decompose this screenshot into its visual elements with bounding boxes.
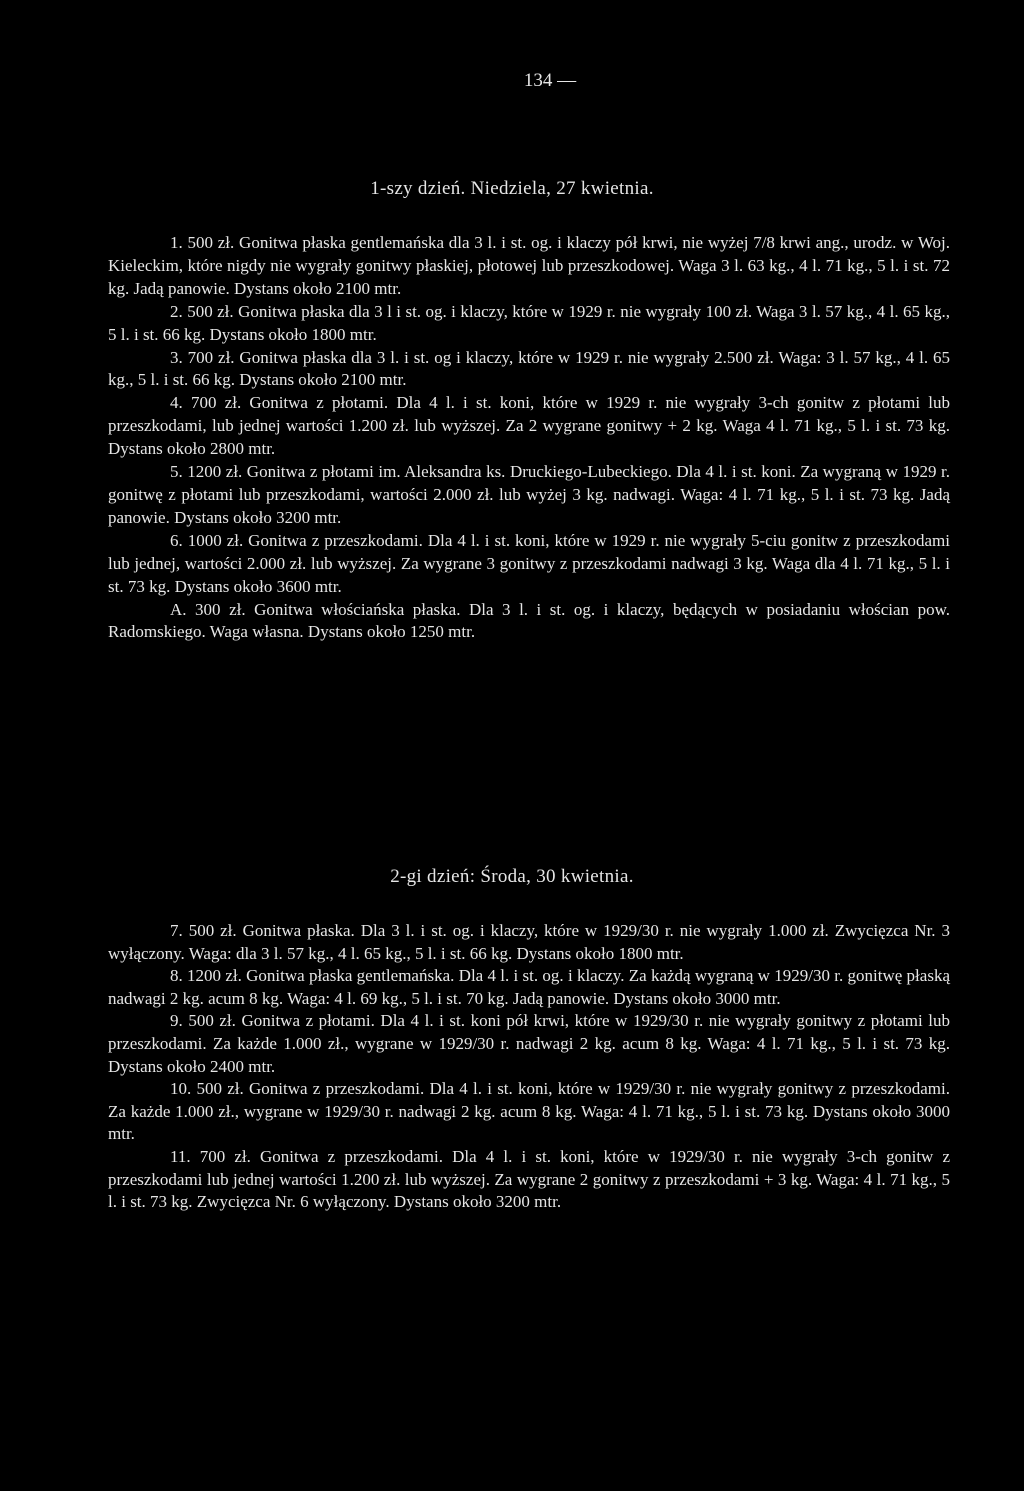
race-entry-5: 5. 1200 zł. Gonitwa z płotami im. Aleksandra ks. Druckiego-Lubeckiego. Dla 4 l. i st. koni. Za wygraną w 1929 r. gonitwę z płotami lub przeszkodami, wartości 2.000 zł. lub wyżej 3 kg. nadwagi. Waga: 4 l. 71 kg., 5 l. i st. 73 kg. Jadą panowie. Dystans około 3200 mtr.: [108, 462, 950, 527]
day-heading-2: 2-gi dzień: Środa, 30 kwietnia.: [390, 866, 634, 887]
day-heading-1: 1-szy dzień. Niedziela, 27 kwietnia.: [370, 178, 654, 199]
race-entry-a: A. 300 zł. Gonitwa włościańska płaska. Dla 3 l. i st. og. i klaczy, będących w posiadaniu włościan pow. Radomskiego. Waga własna. Dystans około 1250 mtr.: [108, 599, 950, 642]
race-entry-8: 8. 1200 zł. Gonitwa płaska gentlemańska. Dla 4 l. i st. og. i klaczy. Za każdą wygraną w 1929/30 r. gonitwę płaską nadwagi 2 kg. acum 8 kg. Waga: 4 l. 69 kg., 5 l. i st. 70 kg. Jadą panowie. Dystans około 3000 mtr.: [108, 966, 950, 1008]
race-list-day-1: [108, 232, 950, 644]
race-entry-1: 1. 500 zł. Gonitwa płaska gentlemańska dla 3 l. i st. og. i klaczy pół krwi, nie wyżej 7/8 krwi ang., urodz. w Woj. Kieleckim, które nigdy nie wygrały gonitwy płaskiej, płotowej lub przeszkodowej. Waga 3 l. 63 kg., 4 l. 71 kg., 5 l. i st. 72 kg. Jadą panowie. Dystans około 2100 mtr.: [108, 233, 950, 298]
race-entry-3: 3. 700 zł. Gonitwa płaska dla 3 l. i st. og i klaczy, które w 1929 r. nie wygrały 2.500 zł. Waga: 3 l. 57 kg., 4 l. 65 kg., 5 l. i st. 66 kg. Dystans około 2100 mtr.: [108, 347, 950, 390]
race-entry-9: 9. 500 zł. Gonitwa z płotami. Dla 4 l. i st. koni pół krwi, które w 1929/30 r. nie wygrały gonitwy z płotami lub przeszkodami. Za każde 1.000 zł., wygrane w 1929/30 r. nadwagi 2 kg. acum 8 kg. Waga: 4 l. 71 kg., 5 l. i st. 73 kg. Dystans około 2400 mtr.: [108, 1011, 950, 1076]
race-entry-4: 4. 700 zł. Gonitwa z płotami. Dla 4 l. i st. koni, które w 1929 r. nie wygrały 3-ch gonitw z płotami lub przeszkodami, lub jednej wartości 1.200 zł. lub wyższej. Za 2 wygrane gonitwy + 2 kg. Waga 4 l. 71 kg., 5 l. i st. 73 kg. Dystans około 2800 mtr.: [108, 393, 950, 459]
race-entry-2: 2. 500 zł. Gonitwa płaska dla 3 l i st. og. i klaczy, które w 1929 r. nie wygrały 100 zł. Waga 3 l. 57 kg., 4 l. 65 kg., 5 l. i st. 66 kg. Dystans około 1800 mtr.: [108, 301, 950, 344]
race-entry-10: 10. 500 zł. Gonitwa z przeszkodami. Dla 4 l. i st. koni, które w 1929/30 r. nie wygrały gonitwy z przeszkodami. Za każde 1.000 zł., wygrane w 1929/30 r. nadwagi 2 kg. acum 8 kg. Waga: 4 l. 71 kg., 5 l. i st. 73 kg. Dystans około 3000 mtr.: [108, 1079, 950, 1144]
race-entry-7: 7. 500 zł. Gonitwa płaska. Dla 3 l. i st. og. i klaczy, które w 1929/30 r. nie wygrały 1.000 zł. Zwycięzca Nr. 3 wyłączony. Waga: dla 3 l. 57 kg., 4 l. 65 kg., 5 l. i st. 66 kg. Dystans około 1800 mtr.: [108, 921, 950, 963]
race-list-day-2: [108, 920, 950, 1214]
race-entry-6: 6. 1000 zł. Gonitwa z przeszkodami. Dla 4 l. i st. koni, które w 1929 r. nie wygrały 5-ciu gonitw z przeszkodami lub jednej, wartości 2.000 zł. lub wyższej. Za wygrane 3 gonitwy z przeszkodami nadwagi 3 kg. Waga dla 4 l. 71 kg., 5 l. i st. 73 kg. Dystans około 3600 mtr.: [108, 530, 950, 596]
page-number: 134 —: [523, 70, 577, 91]
race-entry-11: 11. 700 zł. Gonitwa z przeszkodami. Dla 4 l. i st. koni, które w 1929/30 r. nie wygrały 3-ch gonitw z przeszkodami lub jednej wartości 1.200 zł. lub wyższej. Za wygrane 2 gonitwy z przeszkodami + 3 kg. Waga: 4 l. 71 kg., 5 l. i st. 73 kg. Zwycięzca Nr. 6 wyłączony. Dystans około 3200 mtr.: [108, 1146, 950, 1212]
